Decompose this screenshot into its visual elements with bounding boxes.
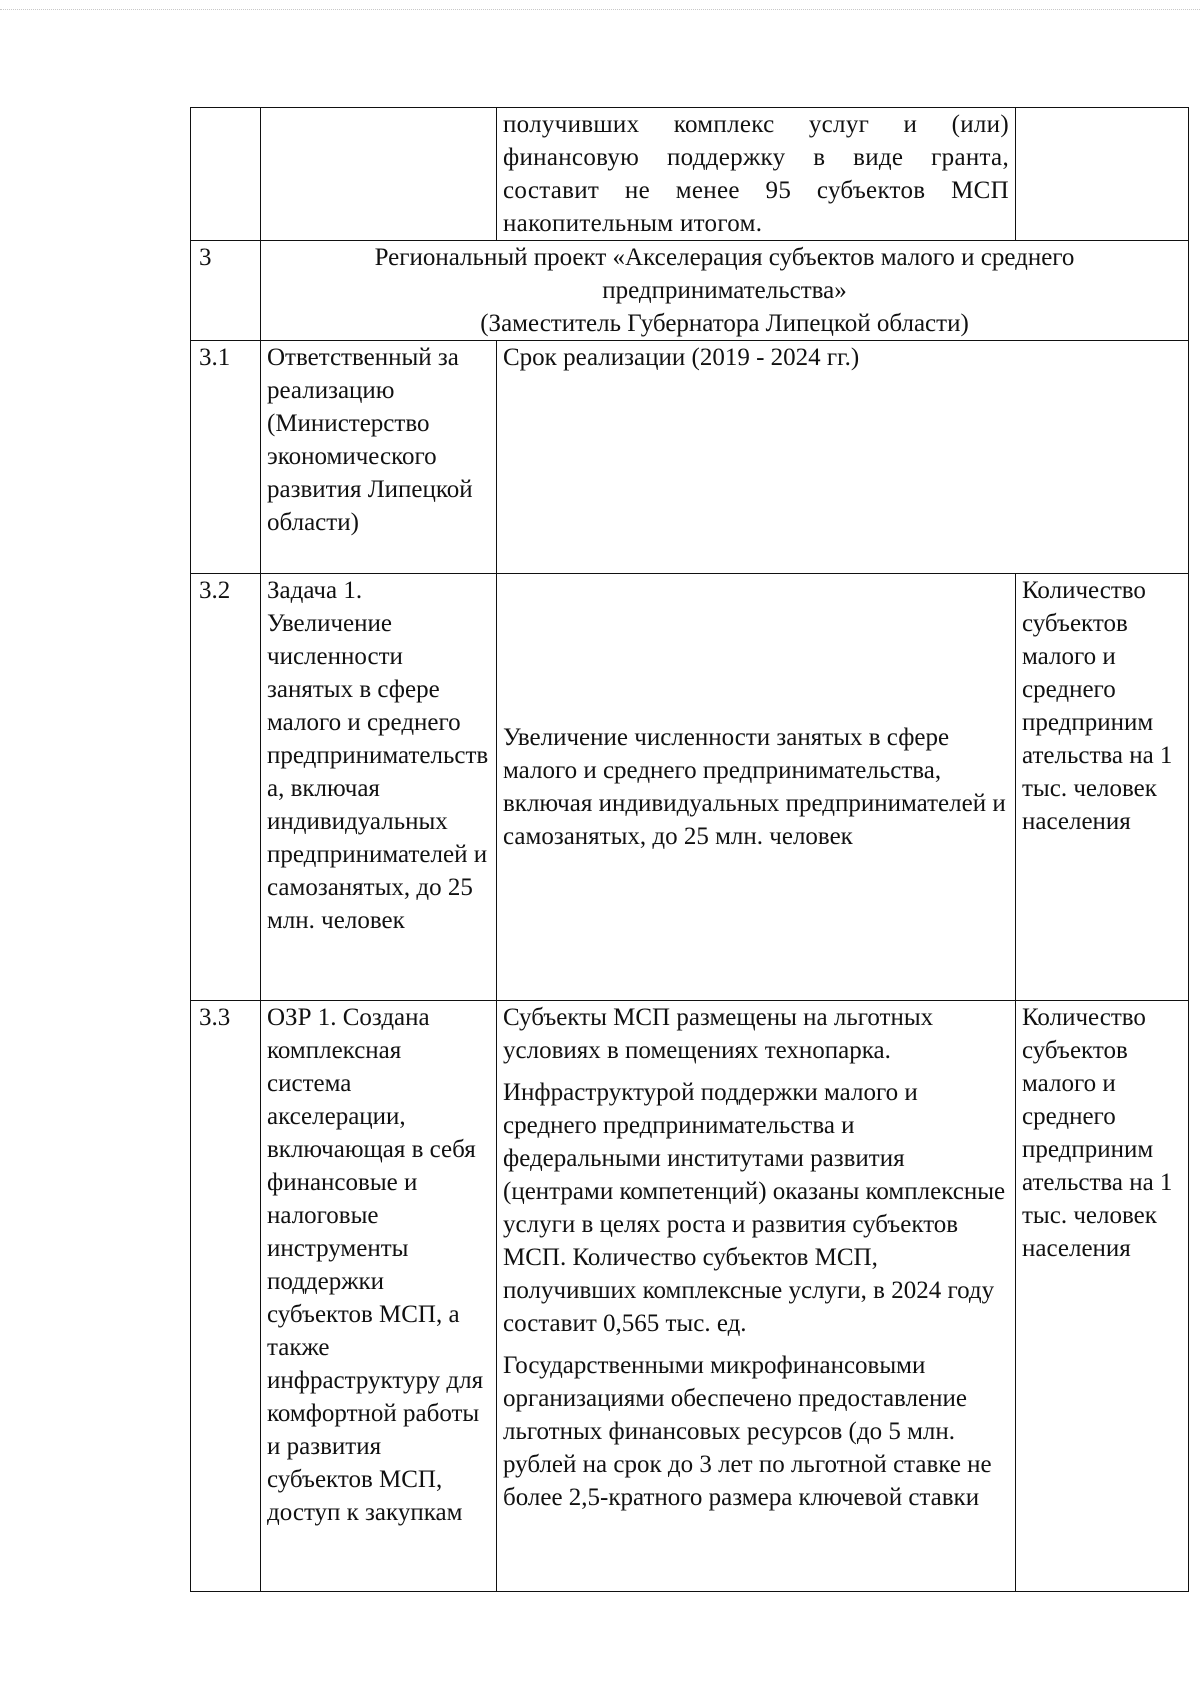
row-name-cell: Ответственный за реализацию (Министерство экономического развития Липецкой области) <box>261 341 497 574</box>
row-name-cell <box>261 108 497 241</box>
row-text-cell: Срок реализации (2019 - 2024 гг.) <box>497 341 1189 574</box>
row-number-cell <box>191 108 261 241</box>
row-text-cell <box>497 1001 1016 1592</box>
table-row <box>191 241 1189 341</box>
row-number-cell: 3.2 <box>191 574 261 1001</box>
table-row <box>191 341 1189 574</box>
row-text-cell: получивших комплекс услуг и (или) финансовую поддержку в виде гранта, составит не менее 95 субъектов МСП накопительным итогом. <box>497 108 1016 241</box>
document-table <box>190 107 1189 1592</box>
row-number-cell: 3 <box>191 241 261 341</box>
row-indicator-cell <box>1016 108 1189 241</box>
row-number-cell: 3.1 <box>191 341 261 574</box>
table-row <box>191 108 1189 241</box>
paragraph: Субъекты МСП размещены на льготных условиях в помещениях технопарка. <box>503 1004 934 1064</box>
paragraph: Инфраструктурой поддержки малого и среднего предпринимательства и федеральными институтами развития (центрами компетенций) оказаны комплексные услуги в целях роста и развития субъектов МСП. Количество субъектов МСП, получивших комплексные услуги, в 2024 году составит 0,565 тыс. ед. <box>503 1079 1006 1337</box>
row-number-cell: 3.3 <box>191 1001 261 1592</box>
paragraph: Государственными микрофинансовыми организациями обеспечено предоставление льготных финансовых ресурсов (до 5 млн. рублей на срок до 3 лет по льготной ставке не более 2,5-кратного размера ключевой ставки <box>503 1352 992 1511</box>
row-name-cell: ОЗР 1. Создана комплексная система акселерации, включающая в себя финансовые и налоговые инструменты поддержки субъектов МСП, а также инфраструктуру для комфортной работы и развития субъектов МСП, доступ к закупкам <box>261 1001 497 1592</box>
row-text-cell: Увеличение численности занятых в сфере малого и среднего предпринимательства, включая индивидуальных предпринимателей и самозанятых, до 25 млн. человек <box>497 574 1016 1001</box>
project-responsible: (Заместитель Губернатора Липецкой области) <box>480 310 969 337</box>
row-indicator-cell: Количество субъектов малого и среднего предприним ательства на 1 тыс. человек населения <box>1016 1001 1189 1592</box>
project-header-cell <box>261 241 1189 341</box>
table-row <box>191 574 1189 1001</box>
row-name-cell: Задача 1. Увеличение численности занятых в сфере малого и среднего предпринимательства, включая индивидуальных предпринимателей и самозанятых, до 25 млн. человек <box>261 574 497 1001</box>
page-top-edge <box>0 9 1200 10</box>
row-indicator-cell: Количество субъектов малого и среднего предприним ательства на 1 тыс. человек населения <box>1016 574 1189 1001</box>
project-title: Региональный проект «Акселерация субъектов малого и среднего предпринимательства» <box>374 244 1075 304</box>
table-row <box>191 1001 1189 1592</box>
